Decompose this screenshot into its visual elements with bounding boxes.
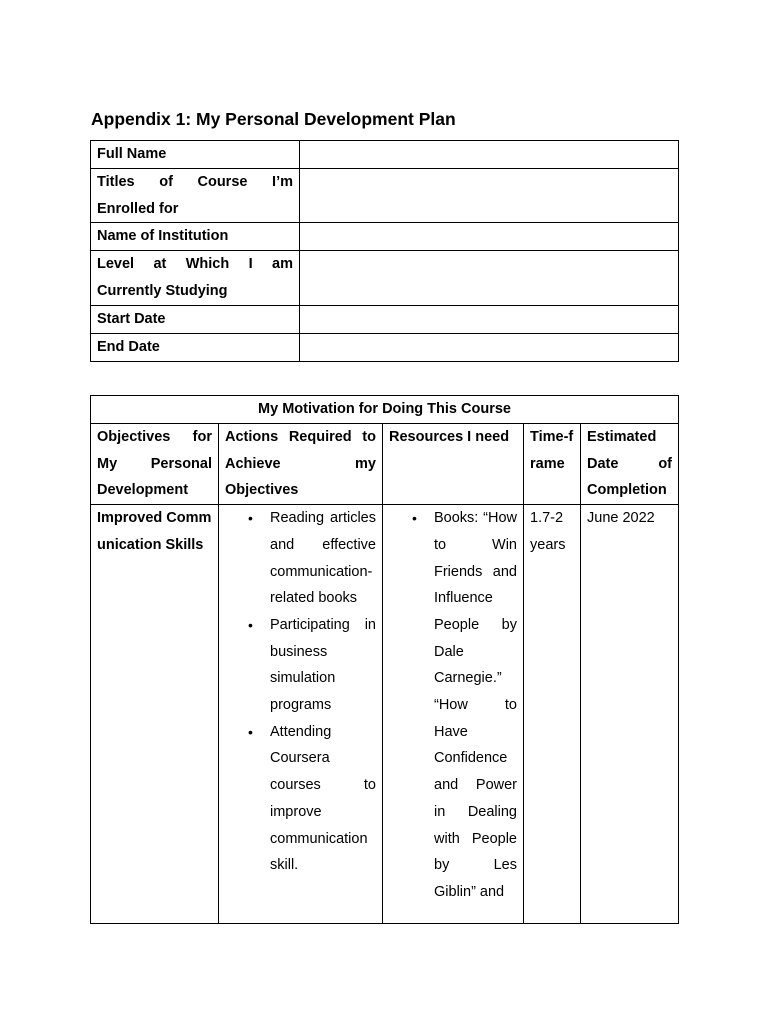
table-row <box>91 223 679 251</box>
resources-cell <box>383 505 524 924</box>
motivation-heading: My Motivation for Doing This Course <box>91 396 679 424</box>
column-header-actions: Actions Required to Achieve my Objectives <box>219 424 383 505</box>
start-date-label: Start Date <box>91 306 300 334</box>
institution-value <box>300 223 679 251</box>
list-item: • Attending Coursera courses to improve communication skill. <box>225 719 376 879</box>
table-header-row <box>91 424 679 505</box>
end-date-value <box>300 333 679 361</box>
actions-list <box>225 505 376 879</box>
table-row <box>91 396 679 424</box>
actions-cell <box>219 505 383 924</box>
table-row <box>91 306 679 334</box>
study-level-label: Level at Which I am Currently Studying <box>91 251 300 306</box>
motivation-table <box>90 395 679 924</box>
table-row <box>91 505 679 924</box>
start-date-value <box>300 306 679 334</box>
course-titles-label: Titles of Course I’m Enrolled for <box>91 169 300 223</box>
table-row <box>91 141 679 169</box>
table-row <box>91 333 679 361</box>
list-item: • Reading articles and effective communication-related books <box>225 505 376 612</box>
full-name-label: Full Name <box>91 141 300 169</box>
full-name-value <box>300 141 679 169</box>
column-header-resources: Resources I need <box>383 424 524 505</box>
column-header-timeframe: Time-frame <box>524 424 581 505</box>
timeframe-cell: 1.7-2 years <box>524 505 581 924</box>
study-level-value <box>300 251 679 306</box>
completion-cell: June 2022 <box>581 505 679 924</box>
list-item: • Books: “How to Win Friends and Influence People by Dale Carnegie.” “How to Have Confidence and Power in Dealing with People by Les Giblin” and <box>389 505 517 906</box>
page-title: Appendix 1: My Personal Development Plan <box>91 109 456 129</box>
institution-label: Name of Institution <box>91 223 300 251</box>
personal-info-table <box>90 140 679 362</box>
objective-cell: Improved Communication Skills <box>91 505 219 924</box>
end-date-label: End Date <box>91 333 300 361</box>
course-titles-value <box>300 169 679 223</box>
list-item: • Participating in business simulation programs <box>225 612 376 719</box>
table-row <box>91 169 679 223</box>
column-header-objectives: Objectives for My Personal Development <box>91 424 219 505</box>
table-row <box>91 251 679 306</box>
resources-list <box>389 505 517 906</box>
column-header-completion: Estimated Date of Completion <box>581 424 679 505</box>
